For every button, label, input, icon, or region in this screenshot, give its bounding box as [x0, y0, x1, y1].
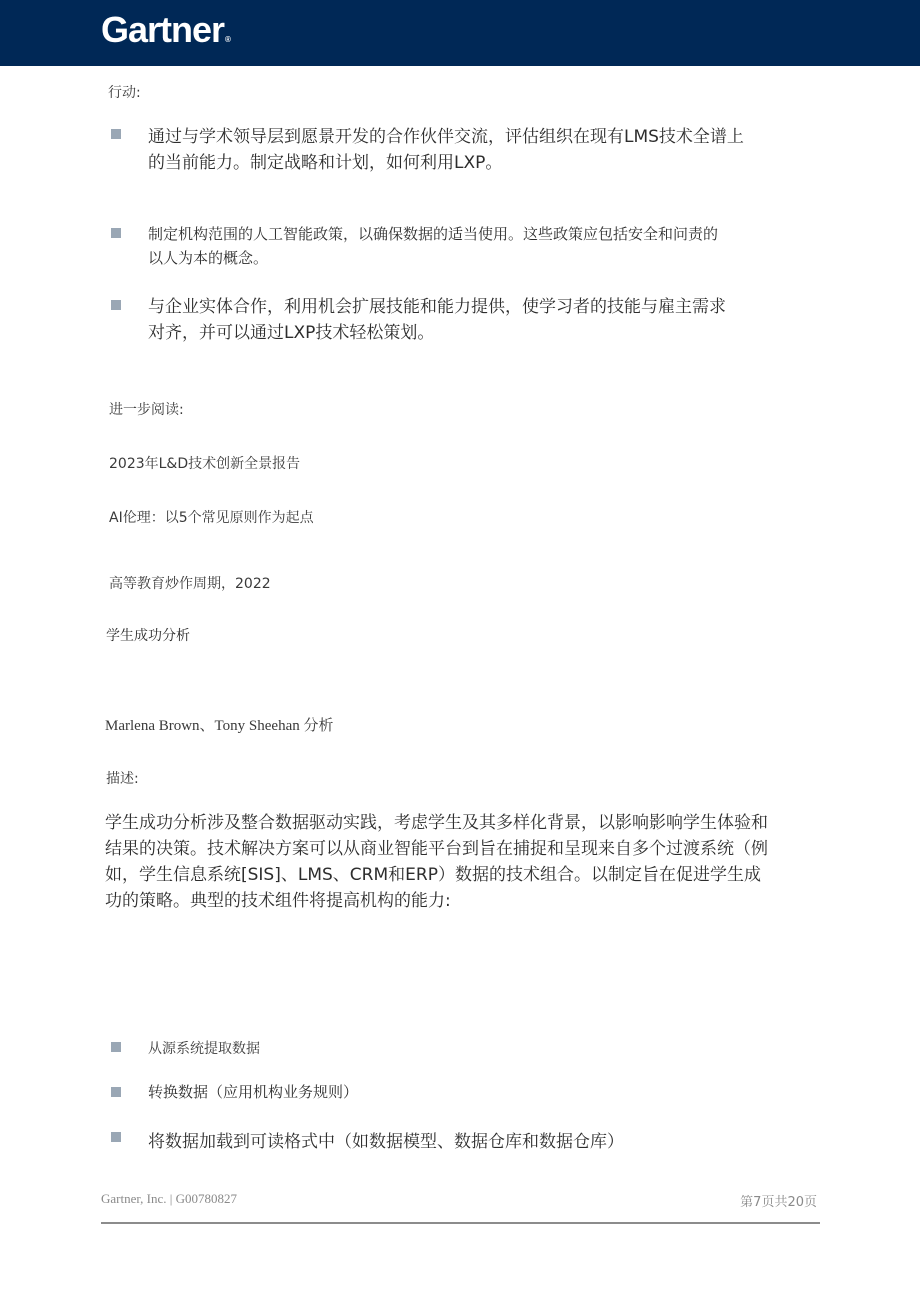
component-item-3: 将数据加载到可读格式中（如数据模型、数据仓库和数据仓库） — [148, 1132, 624, 1152]
analysts: Marlena Brown、Tony Sheehan 分析 — [105, 718, 334, 734]
reading-link-2[interactable]: AI伦理：以5个常见原则作为起点 — [109, 510, 314, 526]
action-item-3: 与企业实体合作，利用机会扩展技能和能力提供，使学习者的技能与雇主需求 对齐，并可以通过LXP技术轻松策划。 — [148, 297, 726, 343]
page-header — [0, 0, 920, 66]
bullet-icon — [111, 1087, 121, 1097]
reading-link-1[interactable]: 2023年L&D技术创新全景报告 — [109, 456, 301, 472]
actions-label: 行动: — [108, 85, 141, 101]
footer-doc-id: Gartner, Inc. | G00780827 — [101, 1191, 238, 1206]
reading-link-3[interactable]: 高等教育炒作周期，2022 — [109, 576, 271, 592]
bullet-icon — [111, 1132, 121, 1142]
bullet-icon — [111, 228, 121, 238]
description-text: 学生成功分析涉及整合数据驱动实践，考虑学生及其多样化背景，以影响影响学生体验和 结果的决策。技术解决方案可以从商业智能平台到旨在捕捉和呈现来自多个过渡系统（例 如，学生信息系统[SIS]、LMS、CRM和ERP）数据的技术组合。以制定旨在促进学生成 功的策略。典型的技术组件将提高机构的能力: — [105, 813, 768, 911]
gartner-logo: Gartner® — [101, 9, 230, 50]
footer-divider — [101, 1222, 820, 1224]
section-title: 学生成功分析 — [106, 628, 190, 644]
component-item-1: 从源系统提取数据 — [148, 1041, 260, 1057]
description-label: 描述: — [106, 771, 139, 787]
page-number: 第7页共20页 — [740, 1195, 817, 1210]
further-reading-label: 进一步阅读: — [109, 402, 184, 418]
bullet-icon — [111, 300, 121, 310]
action-item-1: 通过与学术领导层到愿景开发的合作伙伴交流，评估组织在现有LMS技术全谱上 的当前能力。制定战略和计划，如何利用LXP。 — [148, 127, 744, 173]
action-item-2: 制定机构范围的人工智能政策，以确保数据的适当使用。这些政策应包括安全和问责的 以人为本的概念。 — [148, 225, 719, 267]
bullet-icon — [111, 129, 121, 139]
component-item-2: 转换数据（应用机构业务规则） — [148, 1083, 359, 1101]
bullet-icon — [111, 1042, 121, 1052]
